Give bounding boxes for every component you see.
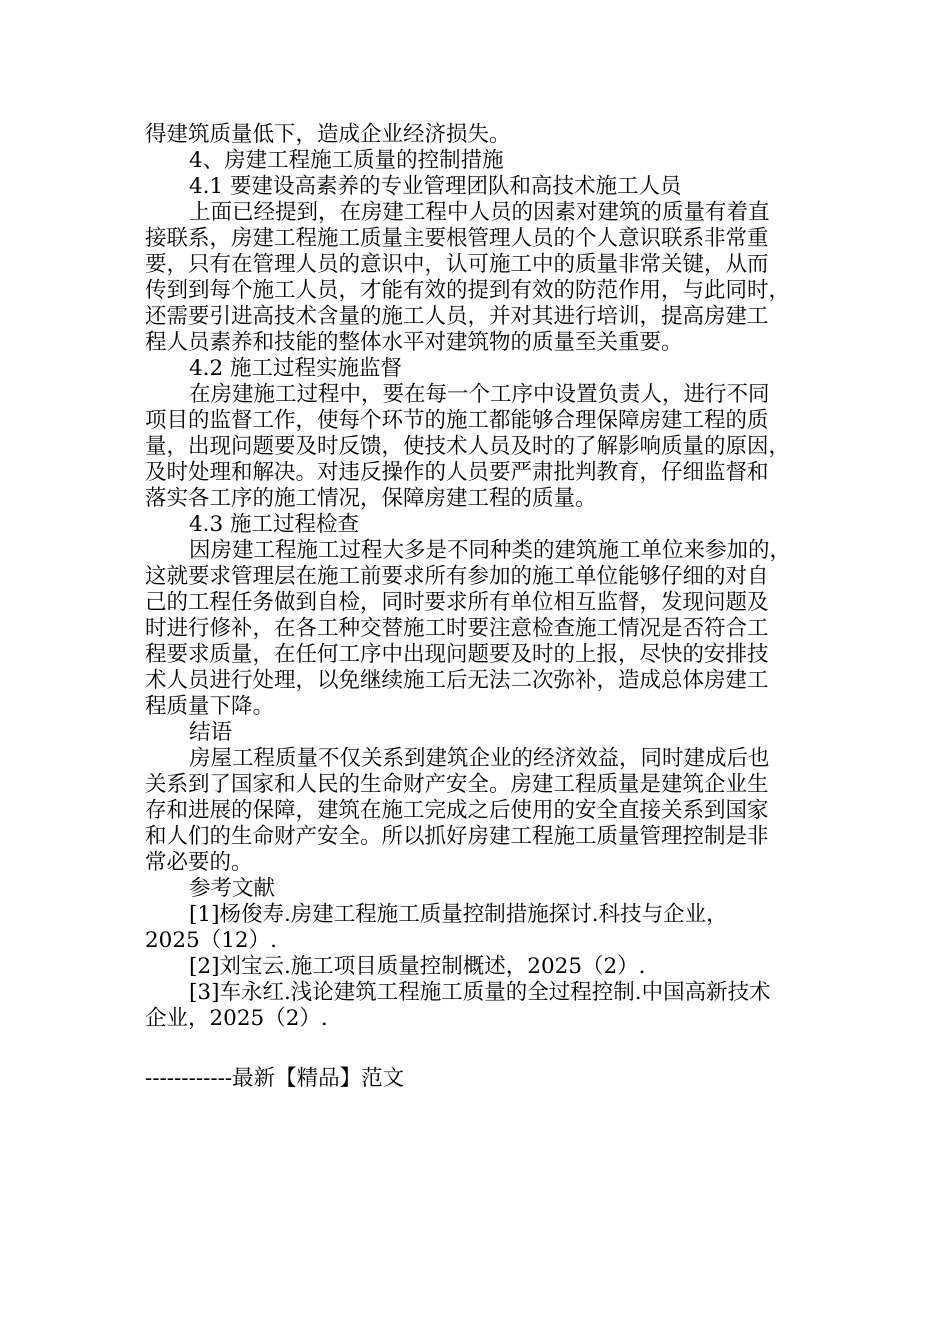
section-heading: 4、房建工程施工质量的控制措施 <box>189 148 504 173</box>
body-text-line: 要，只有在管理人员的意识中，认可施工中的质量非常关键，从而 <box>145 252 769 277</box>
body-text-line: 程质量下降。 <box>145 694 275 719</box>
body-text-line: 传到到每个施工人员，才能有效的提到有效的防范作用，与此同时， <box>145 278 791 303</box>
body-text-line: 项目的监督工作，使每个环节的施工都能够合理保障房建工程的质 <box>145 408 769 433</box>
body-text-line: 落实各工序的施工情况，保障房建工程的质量。 <box>145 486 597 511</box>
references-heading: 参考文献 <box>189 876 276 901</box>
body-text-line: 时进行修补，在各工种交替施工时要注意检查施工情况是否符合工 <box>145 616 769 641</box>
body-text-line: 因房建工程施工过程大多是不同种类的建筑施工单位来参加的， <box>189 538 792 563</box>
subsection-heading: 4.1 要建设高素养的专业管理团队和高技术施工人员 <box>189 174 682 199</box>
body-text-line: 程人员素养和技能的整体水平对建筑物的质量至关重要。 <box>145 330 683 355</box>
body-text-line: 和人们的生命财产安全。所以抓好房建工程施工质量管理控制是非 <box>145 824 769 849</box>
conclusion-heading: 结语 <box>189 720 233 745</box>
body-text-line: 这就要求管理层在施工前要求所有参加的施工单位能够仔细的对自 <box>145 564 769 589</box>
body-text-line: 量，出现问题要及时反馈，使技术人员及时的了解影响质量的原因， <box>145 434 791 459</box>
body-text-line: 接联系，房建工程施工质量主要根管理人员的个人意识联系非常重 <box>145 226 769 251</box>
body-text-line: 房屋工程质量不仅关系到建筑企业的经济效益，同时建成后也 <box>189 746 770 771</box>
body-text-line: 在房建施工过程中，要在每一个工序中设置负责人，进行不同 <box>189 382 770 407</box>
body-text-line: 己的工程任务做到自检，同时要求所有单位相互监督，发现问题及 <box>145 590 769 615</box>
body-text-line: 程要求质量，在任何工序中出现问题要及时的上报，尽快的安排技 <box>145 642 769 667</box>
body-text-line: 术人员进行处理，以免继续施工后无法二次弥补，造成总体房建工 <box>145 668 769 693</box>
reference-item: 企业，2025（2）. <box>145 1006 328 1031</box>
reference-item: [3]车永红.浅论建筑工程施工质量的全过程控制.中国高新技术 <box>189 980 771 1005</box>
subsection-heading: 4.2 施工过程实施监督 <box>189 356 403 381</box>
reference-item: [1]杨俊寿.房建工程施工质量控制措施探讨.科技与企业， <box>189 902 728 927</box>
page-footer: ------------最新【精品】范文 <box>145 1065 405 1091</box>
body-text-line: 还需要引进高技术含量的施工人员，并对其进行培训，提高房建工 <box>145 304 769 329</box>
body-text-line: 上面已经提到，在房建工程中人员的因素对建筑的质量有着直 <box>189 200 770 225</box>
reference-item: 2025（12）. <box>145 928 277 953</box>
reference-item: [2]刘宝云.施工项目质量控制概述，2025（2）. <box>189 954 646 979</box>
body-text-line: 及时处理和解决。对违反操作的人员要严肃批判教育，仔细监督和 <box>145 460 769 485</box>
body-text-line: 常必要的。 <box>145 850 253 875</box>
subsection-heading: 4.3 施工过程检查 <box>189 512 360 537</box>
body-text-line: 得建筑质量低下，造成企业经济损失。 <box>145 122 511 147</box>
body-text-line: 关系到了国家和人民的生命财产安全。房建工程质量是建筑企业生 <box>145 772 769 797</box>
body-text-line: 存和进展的保障，建筑在施工完成之后使用的安全直接关系到国家 <box>145 798 769 823</box>
